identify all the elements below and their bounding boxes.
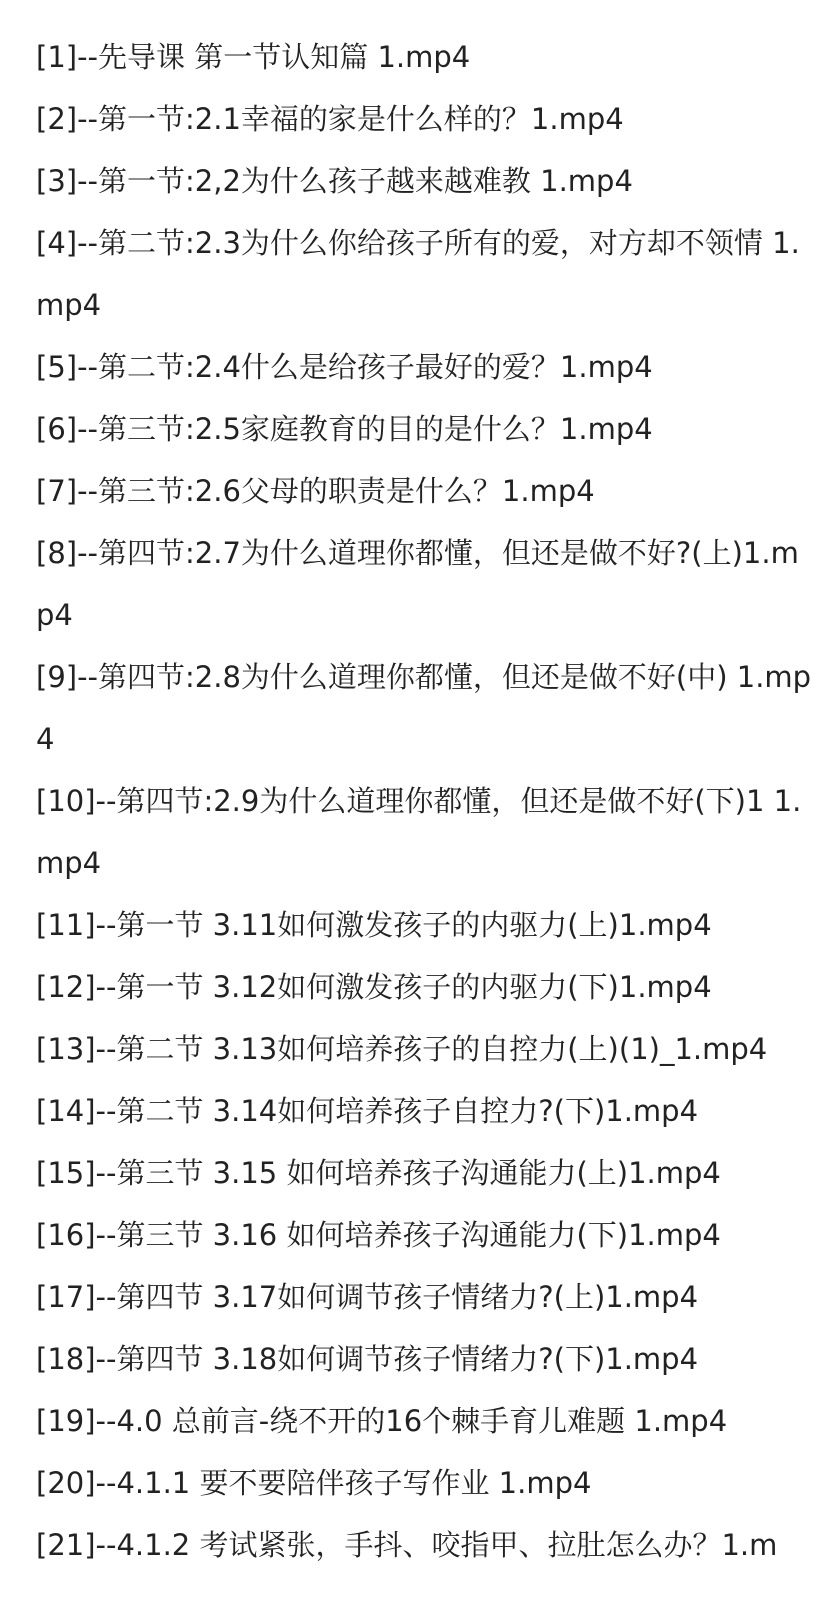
file-item-2: [2]--第一节:2.1幸福的家是什么样的？1.mp4 — [36, 102, 624, 136]
file-item-13: [13]--第二节 3.13如何培养孩子的自控力(上)(1)_1.mp4 — [36, 1032, 768, 1066]
file-item-5: [5]--第二节:2.4什么是给孩子最好的爱？1.mp4 — [36, 350, 653, 384]
file-list — [36, 26, 816, 1576]
file-item-4: [4]--第二节:2.3为什么你给孩子所有的爱，对方却不领情 1.mp4 — [36, 226, 800, 322]
file-item-3: [3]--第一节:2,2为什么孩子越来越难教 1.mp4 — [36, 164, 633, 198]
file-item-17: [17]--第四节 3.17如何调节孩子情绪力?(上)1.mp4 — [36, 1280, 699, 1314]
file-item-12: [12]--第一节 3.12如何激发孩子的内驱力(下)1.mp4 — [36, 970, 712, 1004]
file-item-19: [19]--4.0 总前言-绕不开的16个棘手育儿难题 1.mp4 — [36, 1404, 728, 1438]
file-item-10: [10]--第四节:2.9为什么道理你都懂，但还是做不好(下)1 1.mp4 — [36, 784, 802, 880]
file-item-6: [6]--第三节:2.5家庭教育的目的是什么？1.mp4 — [36, 412, 653, 446]
file-item-20: [20]--4.1.1 要不要陪伴孩子写作业 1.mp4 — [36, 1466, 592, 1500]
file-item-8: [8]--第四节:2.7为什么道理你都懂，但还是做不好?(上)1.mp4 — [36, 536, 799, 632]
file-item-18: [18]--第四节 3.18如何调节孩子情绪力?(下)1.mp4 — [36, 1342, 699, 1376]
file-item-11: [11]--第一节 3.11如何激发孩子的内驱力(上)1.mp4 — [36, 908, 712, 942]
file-item-16: [16]--第三节 3.16 如何培养孩子沟通能力(下)1.mp4 — [36, 1218, 721, 1252]
file-item-15: [15]--第三节 3.15 如何培养孩子沟通能力(上)1.mp4 — [36, 1156, 721, 1190]
file-item-14: [14]--第二节 3.14如何培养孩子自控力?(下)1.mp4 — [36, 1094, 699, 1128]
file-item-7: [7]--第三节:2.6父母的职责是什么？1.mp4 — [36, 474, 595, 508]
file-item-21: [21]--4.1.2 考试紧张，手抖、咬指甲、拉肚怎么办？1.m — [36, 1528, 778, 1562]
file-item-9: [9]--第四节:2.8为什么道理你都懂，但还是做不好(中) 1.mp4 — [36, 660, 812, 756]
file-item-1: [1]--先导课 第一节认知篇 1.mp4 — [36, 40, 471, 74]
